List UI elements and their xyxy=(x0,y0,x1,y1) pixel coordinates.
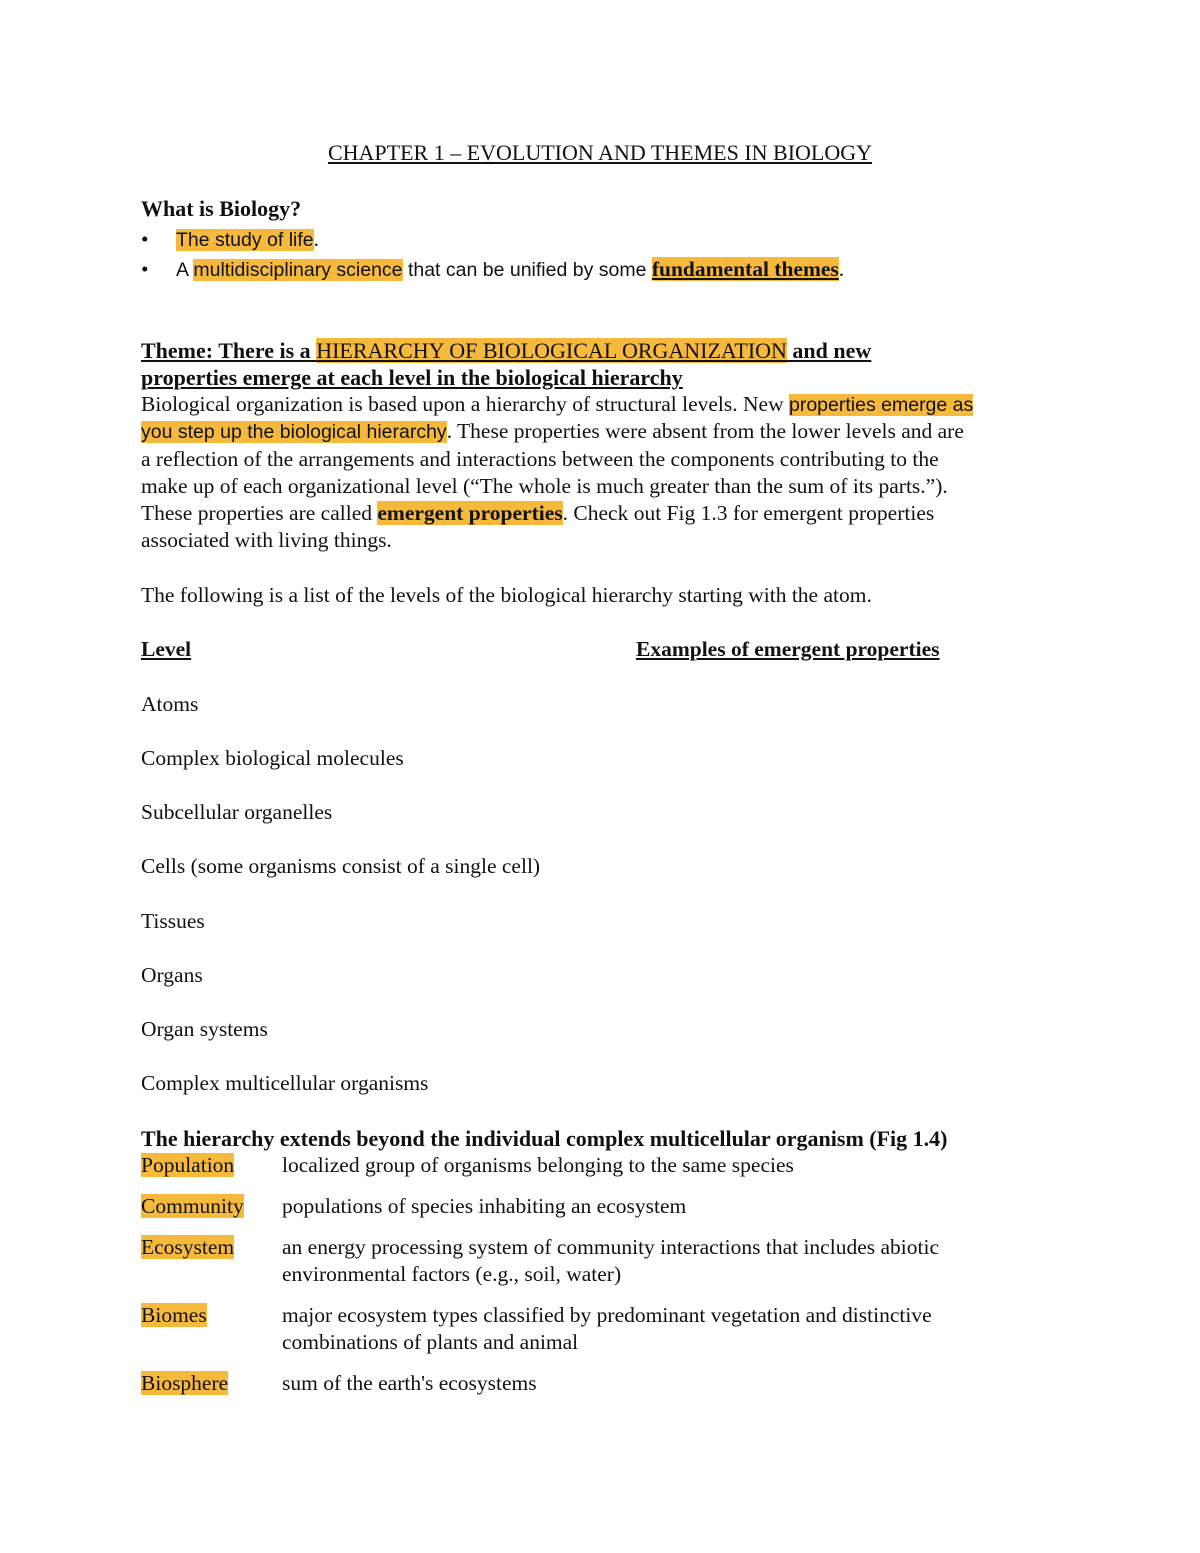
term-biosphere: Biosphere xyxy=(141,1371,229,1395)
level-item: Atoms xyxy=(141,692,199,716)
theme-para-line3: a reflection of the arrangements and interactions between the components contributing to the xyxy=(141,447,939,471)
definition-ecosystem: an energy processing system of community interactions that includes abiotic environmental factors (e.g., soil, water) xyxy=(282,1235,939,1286)
definition-biomes: major ecosystem types classified by predominant vegetation and distinctive combinations of plants and animal xyxy=(282,1303,932,1354)
bullet-study-of-life: • The study of life. xyxy=(141,227,320,251)
what-is-biology-heading: What is Biology? xyxy=(141,196,302,221)
level-item: Tissues xyxy=(141,909,205,933)
level-item: Cells (some organisms consist of a single cell) xyxy=(141,854,541,878)
level-item: Complex biological molecules xyxy=(141,746,404,770)
bullet-icon: • xyxy=(141,227,149,251)
definition-population: localized group of organisms belonging to the same species xyxy=(282,1153,794,1177)
theme-para-line6: associated with living things. xyxy=(141,528,392,552)
term-ecosystem: Ecosystem xyxy=(141,1235,235,1259)
beyond-heading: The hierarchy extends beyond the individual complex multicellular organism (Fig 1.4) xyxy=(141,1126,948,1151)
definition-community: populations of species inhabiting an ecosystem xyxy=(282,1194,687,1218)
term-biomes: Biomes xyxy=(141,1303,207,1327)
theme-para-line4: make up of each organizational level (“The whole is much greater than the sum of its parts.”). xyxy=(141,474,948,498)
page-title: CHAPTER 1 – EVOLUTION AND THEMES IN BIOLOGY xyxy=(327,140,873,165)
term-population: Population xyxy=(141,1153,235,1177)
list-intro: The following is a list of the levels of the biological hierarchy starting with the atom. xyxy=(141,583,872,607)
level-item: Subcellular organelles xyxy=(141,800,333,824)
theme-para-line1: Biological organization is based upon a hierarchy of structural levels. New properties emerge as xyxy=(141,392,974,416)
bullet-icon: • xyxy=(141,257,149,281)
theme-para-line2: you step up the biological hierarchy. These properties were absent from the lower levels and are xyxy=(141,419,964,443)
term-community: Community xyxy=(141,1194,244,1218)
theme-heading-line2: properties emerge at each level in the biological hierarchy xyxy=(141,365,683,390)
column-header-examples: Examples of emergent properties xyxy=(636,637,940,661)
theme-para-line5: These properties are called emergent properties. Check out Fig 1.3 for emergent properties xyxy=(141,501,935,525)
level-item: Organ systems xyxy=(141,1017,268,1041)
theme-heading-line1: Theme: There is a HIERARCHY OF BIOLOGICAL ORGANIZATION and new xyxy=(141,338,872,363)
definition-biosphere: sum of the earth's ecosystems xyxy=(282,1371,537,1395)
column-header-level: Level xyxy=(141,637,192,661)
level-item: Organs xyxy=(141,963,203,987)
level-item: Complex multicellular organisms xyxy=(141,1071,429,1095)
bullet-multidisciplinary: • A multidisciplinary science that can be unified by some fundamental themes. xyxy=(141,257,845,281)
